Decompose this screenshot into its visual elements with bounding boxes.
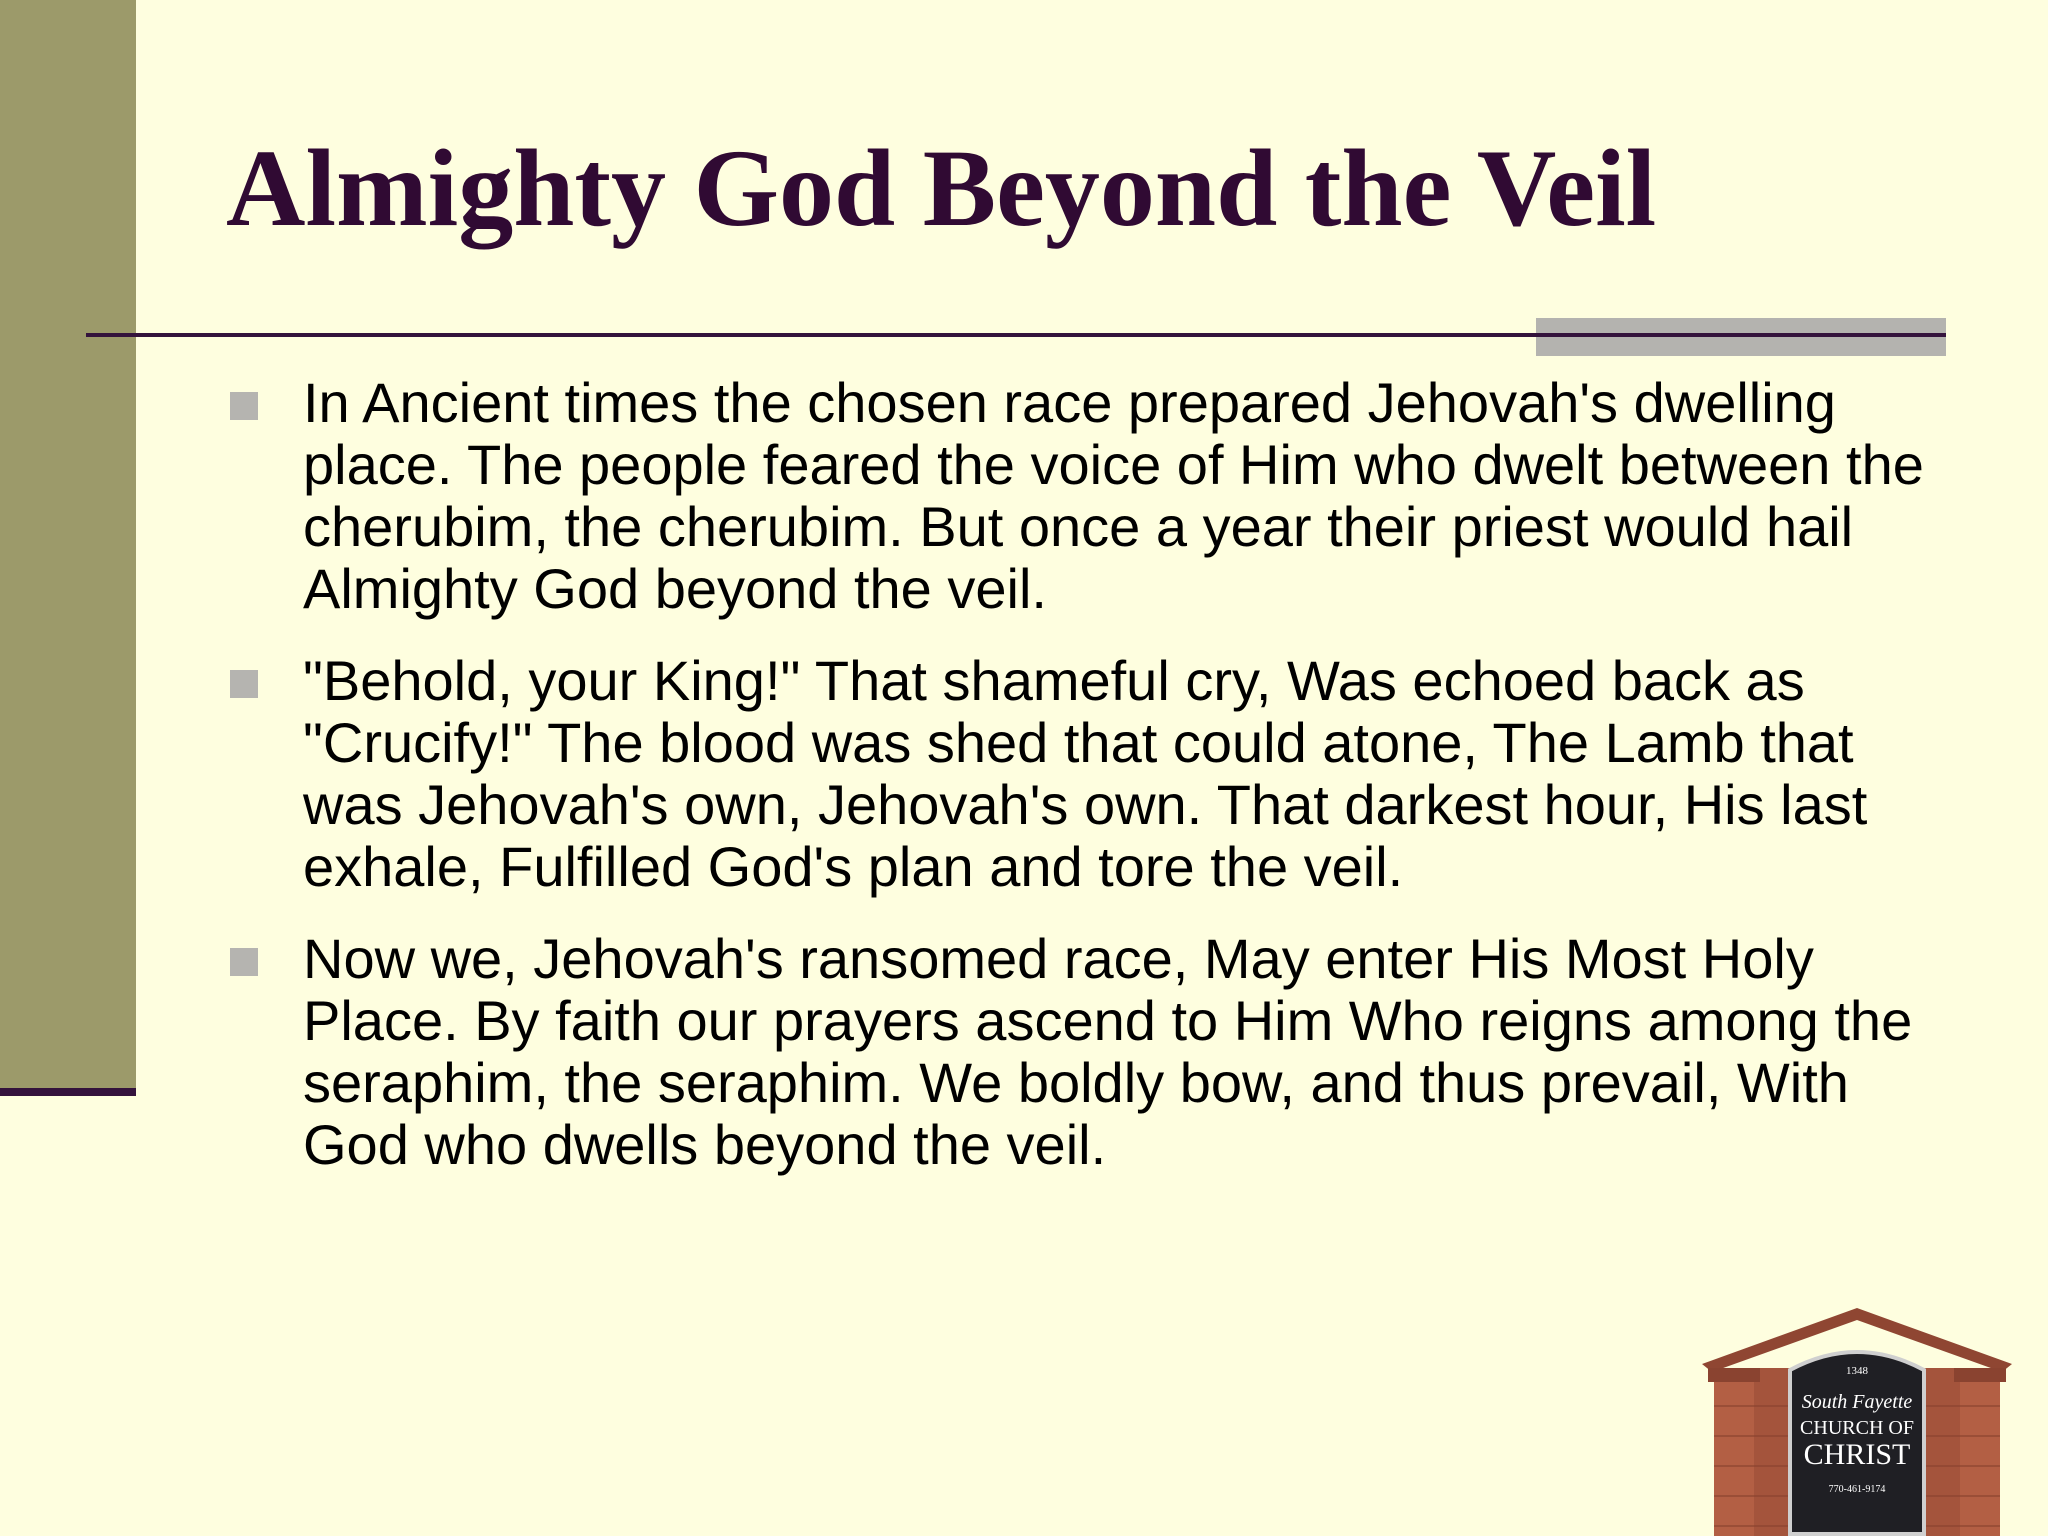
sign-right-pillar xyxy=(1960,1368,2000,1536)
square-bullet-icon xyxy=(230,392,258,420)
sign-line-2: CHURCH OF xyxy=(1800,1417,1914,1439)
title-rule-accent xyxy=(1536,318,1946,356)
square-bullet-icon xyxy=(230,670,258,698)
slide-title: Almighty God Beyond the Veil xyxy=(226,127,1657,249)
sign-left-pillar xyxy=(1714,1368,1754,1536)
bullet-text: Now we, Jehovah's ransomed race, May enter His Most Holy Place. By faith our prayers ascend to Him Who reigns among the seraphim, the seraphim. We boldly bow, and thus prevail, With God who dwells beyond the veil. xyxy=(303,927,1913,1176)
square-bullet-icon xyxy=(230,948,258,976)
sign-phone: 770-461-9174 xyxy=(1828,1484,1886,1495)
bullet-list xyxy=(230,372,1930,1206)
bullet-item xyxy=(230,372,1930,620)
bullet-item xyxy=(230,650,1930,898)
left-accent-band xyxy=(0,0,136,1088)
bullet-item xyxy=(230,928,1930,1176)
church-sign-logo xyxy=(1692,1306,2022,1536)
sign-line-1: South Fayette xyxy=(1801,1391,1913,1413)
bullet-text: In Ancient times the chosen race prepared Jehovah's dwelling place. The people feared the voice of Him who dwelt between the cherubim, the cherubim. But once a year their priest would hail Almighty God beyond the veil. xyxy=(303,371,1924,620)
left-accent-band-edge xyxy=(0,1088,136,1096)
sign-number: 1348 xyxy=(1846,1365,1868,1377)
title-divider xyxy=(86,333,1946,337)
sign-line-3: CHRIST xyxy=(1803,1438,1911,1471)
bullet-text: "Behold, your King!" That shameful cry, Was echoed back as "Crucify!" The blood was shed that could atone, The Lamb that was Jehovah's own, Jehovah's own. That darkest hour, His last exhale, Fulfilled God's plan and tore the veil. xyxy=(303,649,1868,898)
